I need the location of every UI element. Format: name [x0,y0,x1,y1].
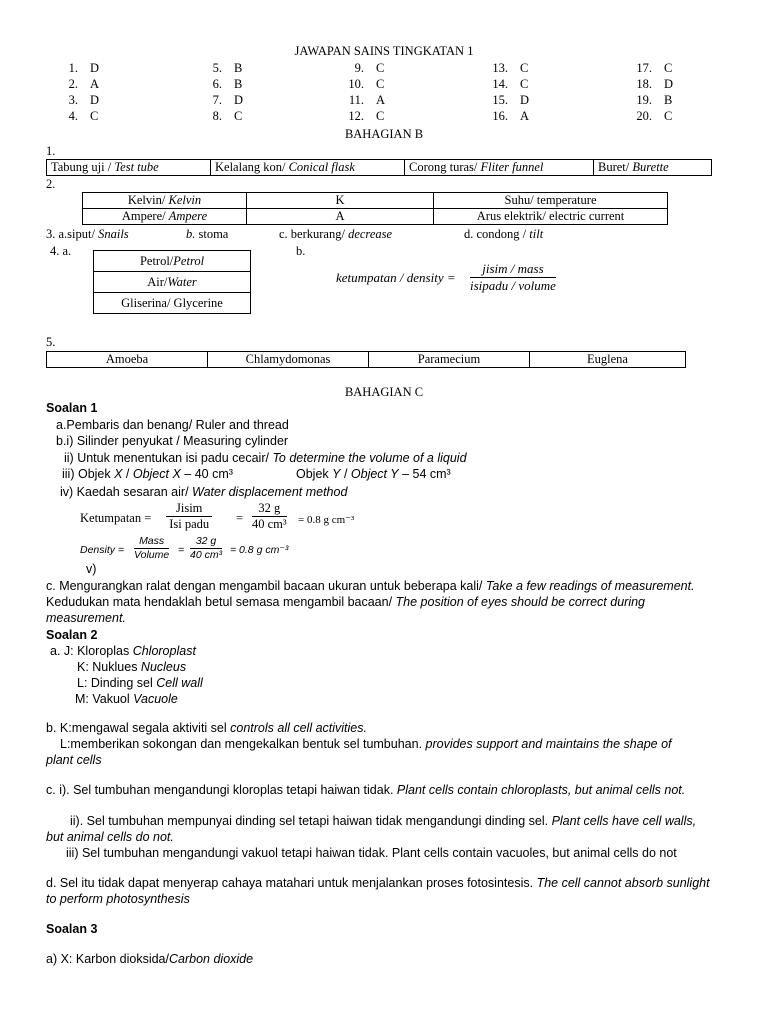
question-4-a-label: 4. a. [50,244,72,258]
formula-1-fraction-values [252,501,287,532]
formula-2-denominator: Volume [134,549,170,561]
formula-2-numerator: Mass [134,535,169,549]
liquid-cell: Air/Water [94,272,251,293]
answer-item: 2. A [68,77,100,91]
symbol-cell: A [247,209,434,225]
soalan-2-c-ii: ii). Sel tumbuhan mempunyai dinding sel tetapi haiwan tidak mengandungi dinding sel. Plant cells have cell walls, but animal cells do not. [46,814,697,844]
answer-item: 14. C [492,77,529,91]
soalan-2-heading: Soalan 2 [46,628,98,642]
density-formula-fraction [470,261,556,294]
microorganism-table [46,351,686,368]
question-4-b-label: b. [296,244,306,258]
answer-column-1 [36,60,146,124]
question-2-number: 2. [46,177,56,191]
soalan-1-b-v: v) [86,562,97,576]
quantity-cell: Arus elektrik/ electric current [434,209,668,225]
answer-column-4 [466,60,576,124]
soalan-2-a-k: K: Nuklues Nucleus [77,660,187,674]
answer-item: 16. A [492,109,530,123]
organism-cell: Euglena [530,352,686,368]
question-1-number: 1. [46,144,56,158]
soalan-2-d: d. Sel itu tidak dapat menyerap cahaya matahari untuk menjalankan proses fotosintesis. The cell cannot absorb sunlight to perform photosynthesis [46,876,710,906]
apparatus-cell: Corong turas/ Fliter funnel [405,160,594,176]
answer-item: 5. B [212,61,243,75]
answer-column-5 [610,60,720,124]
formula-1-mass-value: 32 g [252,501,287,517]
apparatus-table [46,159,712,176]
answer-item: 8. C [212,109,243,123]
formula-2-volume-value: 40 cm³ [190,549,223,561]
formula-1-result: = 0.8 g cm⁻³ [298,514,355,526]
soalan-2-c-i: c. i). Sel tumbuhan mengandungi kloroplas tetapi haiwan tidak. Plant cells contain chloroplasts, but animal cells not. [46,783,686,797]
answer-item: 7. D [212,93,244,107]
answer-item: 18. D [636,77,674,91]
soalan-2-a-j: a. J: Kloroplas Chloroplast [50,644,196,658]
answer-column-3 [322,60,432,124]
soalan-1-c-line-2: Kedudukan mata hendaklah betul semasa mengambil bacaan/ The position of eyes should be correct during measurement. [46,595,645,625]
answer-item: 13. C [492,61,529,75]
formula-1-volume-value: 40 cm³ [252,517,287,531]
symbol-cell: K [247,193,434,209]
answer-item: 1. D [68,61,100,75]
density-formula-denominator: isipadu / volume [470,278,556,293]
section-c-heading: BAHAGIAN C [344,385,424,399]
answer-item: 4. C [68,109,99,123]
formula-1-fraction [166,501,212,532]
answer-item: 6. B [212,77,243,91]
answer-item: 19. B [636,93,673,107]
apparatus-cell: Buret/ Burette [594,160,712,176]
organism-cell: Paramecium [369,352,530,368]
soalan-1-b-ii: ii) Untuk menentukan isi padu cecair/ To determine the volume of a liquid [64,451,467,465]
soalan-3-heading: Soalan 3 [46,922,98,936]
answer-item: 15. D [492,93,530,107]
soalan-1-b-i: b.i) Silinder penyukat / Measuring cylinder [56,434,289,448]
question-3-b: b. stoma [186,227,229,241]
apparatus-cell: Tabung uji / Test tube [47,160,211,176]
soalan-2-c-iii: iii) Sel tumbuhan mengandungi vakuol tetapi haiwan tidak. Plant cells contain vacuoles, but animal cells do not [66,846,677,860]
soalan-1-c-line-1: c. Mengurangkan ralat dengan mengambil bacaan ukuran untuk beberapa kali/ Take a few readings of measurement. [46,579,695,593]
soalan-1-b-iii-y: Objek Y / Object Y – 54 cm³ [296,467,451,481]
soalan-3-a: a) X: Karbon dioksida/Carbon dioxide [46,952,254,966]
question-5-number: 5. [46,335,56,349]
soalan-1-b-iii-x: iii) Objek X / Object X – 40 cm³ [62,467,233,481]
unit-cell: Kelvin/ Kelvin [83,193,247,209]
answer-item: 20. C [636,109,673,123]
soalan-1-a: a.Pembaris dan benang/ Ruler and thread [56,418,289,432]
density-order-table [93,250,251,314]
formula-1-numerator: Jisim [166,501,212,517]
formula-2-fraction-values [190,535,222,562]
density-formula-numerator: jisim / mass [470,261,556,278]
answer-column-2 [180,60,290,124]
formula-2-result: = 0.8 g cm⁻³ [230,544,289,556]
question-3-c: c. berkurang/ decrease [279,227,393,241]
apparatus-cell: Kelalang kon/ Conical flask [211,160,405,176]
answer-item: 10. C [348,77,385,91]
soalan-2-b-k: b. K:mengawal segala aktiviti sel controls all cell activities. [46,721,367,735]
question-3-d: d. condong / tilt [464,227,544,241]
question-3-a: 3. a.siput/ Snails [46,227,129,241]
formula-2-lhs: Density = [80,544,125,556]
answer-item: 17. C [636,61,673,75]
soalan-1-heading: Soalan 1 [46,401,98,415]
soalan-2-a-l: L: Dinding sel Cell wall [77,676,203,690]
formula-2-mass-value: 32 g [190,535,222,549]
formula-2-fraction [134,535,169,562]
density-formula-lhs: ketumpatan / density = [336,270,456,285]
quantity-cell: Suhu/ temperature [434,193,668,209]
formula-1-equals: = [236,511,244,525]
si-units-table [82,192,668,225]
soalan-2-a-m: M: Vakuol Vacuole [75,692,178,706]
formula-1-lhs: Ketumpatan = [80,511,152,525]
organism-cell: Amoeba [47,352,208,368]
liquid-cell: Gliserina/ Glycerine [94,293,251,314]
organism-cell: Chlamydomonas [208,352,369,368]
answer-item: 12. C [348,109,385,123]
formula-2-equals: = [178,544,185,556]
soalan-2-b-l: L:memberikan sokongan dan mengekalkan bentuk sel tumbuhan. provides support and maintains the shape of plant cells [46,737,672,767]
unit-cell: Ampere/ Ampere [83,209,247,225]
page-title: JAWAPAN SAINS TINGKATAN 1 [294,44,474,58]
answer-item: 11. A [348,93,386,107]
soalan-1-b-iv: iv) Kaedah sesaran air/ Water displacement method [60,485,348,499]
formula-1-denominator: Isi padu [169,517,210,531]
answer-item: 3. D [68,93,100,107]
liquid-cell: Petrol/Petrol [94,251,251,272]
answer-item: 9. C [354,61,385,75]
section-b-heading: BAHAGIAN B [344,127,424,141]
